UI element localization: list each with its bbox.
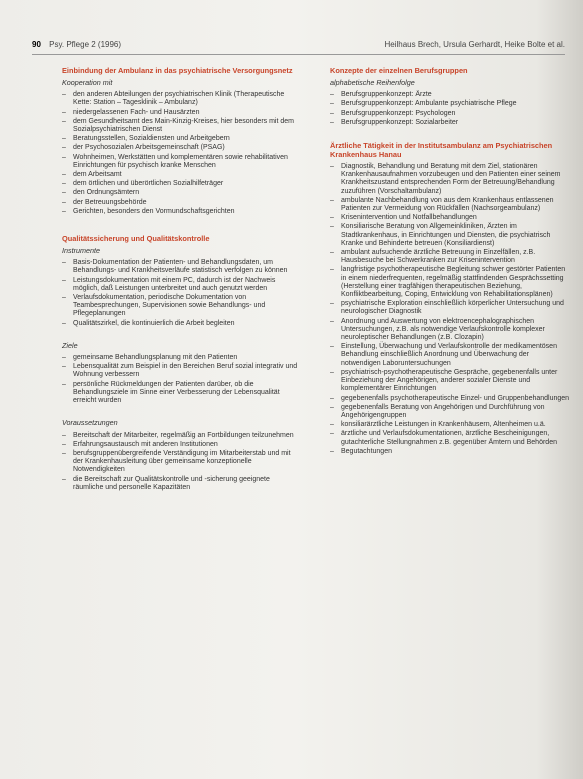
list-item: – Einstellung, Überwachung und Verlaufskontrolle der medikamentösen Behandlung einschließlich Anordnung und Überwachung der notwendigen Laboruntersuchungen [330,343,570,368]
list-aerztliche-taetigkeit [330,163,570,456]
list-item: – Berufsgruppenkonzept: Psychologen [330,110,570,118]
page-number: 90 [32,40,41,49]
list-item: – Lebensqualität zum Beispiel in den Bereichen Beruf sozial integrativ und Wohnung verbessern [62,363,298,379]
list-item: – Gerichten, besonders den Vormundschaftsgerichten [62,208,298,216]
list-item: – den Ordnungsämtern [62,189,298,197]
list-item: – niedergelassenen Fach- und Hausärzten [62,109,298,117]
list-item: – Leistungsdokumentation mit einem PC, dadurch ist der Nachweis möglich, daß Leistungen unterbreitet und auch genutzt werden [62,277,298,293]
subtitle-kooperation: Kooperation mit [62,78,113,87]
left-column [62,66,298,500]
page-header [32,40,565,55]
list-item: – Berufsgruppenkonzept: Ambulante psychiatrische Pflege [330,100,570,108]
list-item: – der Betreuungsbehörde [62,199,298,207]
list-ziele [62,354,298,405]
subtitle-ziele: Ziele [62,340,78,350]
list-item: – psychiatrische Exploration einschließlich körperlicher Untersuchung und neurologischer Diagnostik [330,300,570,316]
list-item: – berufsgruppenübergreifende Verständigung im Mitarbeiterstab und mit der Krankenhausleitung über gemeinsame konzeptionelle Notwendigkeiten [62,450,298,475]
list-item: – psychiatrisch-psychotherapeutische Gespräche, gegebenenfalls unter Einbeziehung der Angehörigen, anderer sozialer Dienste und komplementärer Einrichtungen [330,369,570,394]
list-item: – Bereitschaft der Mitarbeiter, regelmäßig an Fortbildungen teilzunehmen [62,432,298,440]
subtitle-instrumente: Instrumente [62,246,100,256]
list-item: – Krisenintervention und Notfallbehandlungen [330,214,570,222]
list-item: – dem Arbeitsamt [62,171,298,179]
list-item: – Berufsgruppenkonzept: Ärzte [330,91,570,99]
list-item: – Wohnheimen, Werkstätten und komplementären sowie rehabilitativen Einrichtungen für psychisch kranke Menschen [62,154,298,170]
list-item: – Verlaufsdokumentation, periodische Dokumentation von Teambesprechungen, Supervisionen sowie Behandlungs- und Pflegeplanungen [62,294,298,319]
list-item: – die Bereitschaft zur Qualitätskontrolle und -sicherung geeignete räumliche und personelle Kapazitäten [62,476,298,492]
list-item: – ambulante Nachbehandlung von aus dem Krankenhaus entlassenen Patienten zur Vermeidung von Rückfällen (Nachsorgeambulanz) [330,197,570,213]
list-item: – Diagnostik, Behandlung und Beratung mit dem Ziel, stationären Krankenhausaufnahmen vorzubeugen und den Patienten einer seinem Krankheitszustand entsprechenden Form der Betreuung/Behandlung zuzuführen (Vorschaltambulanz) [330,163,570,196]
section-title-aerztliche-taetigkeit: Ärztliche Tätigkeit in der Institutsambulanz am Psychiatrischen Krankenhaus Hanau [330,141,553,160]
list-item: – langfristige psychotherapeutische Begleitung schwer gestörter Patienten in einem niederfrequenten, regelmäßig stattfindenden Gesprächssetting (Herstellung einer tragfähigen therapeutischen Beziehung, Konfliktbearbeitung, Coping, Entwicklung von Rehabilitationsplänen) [330,266,570,299]
list-item: – dem örtlichen und überörtlichen Sozialhilfeträger [62,180,298,188]
list-item: – gegebenenfalls Beratung von Angehörigen und Durchführung von Angehörigengruppen [330,404,570,420]
list-item: – ärztliche und Verlaufsdokumentationen, ärztliche Bescheinigungen, gutachterliche Stellungnahmen z.B. gegenüber Ämtern und Behörden [330,430,570,446]
list-item: – Berufsgruppenkonzept: Sozialarbeiter [330,119,570,127]
list-item: – Anordnung und Auswertung von elektroencephalographischen Untersuchungen, z.B. als notwendige Verlaufskontrolle komplexer neuroleptischer Behandlungen (z.B. Clozapin) [330,318,570,343]
list-item: – Basis-Dokumentation der Patienten- und Behandlungsdaten, um Behandlungs- und Krankheitsverläufe statistisch verfolgen zu können [62,259,298,275]
right-column [330,66,570,464]
subtitle-voraussetzungen: Voraussetzungen [62,418,118,428]
list-item: – gemeinsame Behandlungsplanung mit den Patienten [62,354,298,362]
header-left [32,40,121,50]
list-item: – konsiliarärztliche Leistungen in Krankenhäusern, Altenheimen u.ä. [330,421,570,429]
list-item: – Qualitätszirkel, die kontinuierlich die Arbeit begleiten [62,320,298,328]
list-item: – der Psychosozialen Arbeitsgemeinschaft (PSAG) [62,144,298,152]
section-title-konzepte: Konzepte der einzelnen Berufsgruppen [330,66,468,75]
journal-citation: Psy. Pflege 2 (1996) [49,40,122,49]
list-item: – gegebenenfalls psychotherapeutische Einzel- und Gruppenbehandlungen [330,395,570,403]
list-konzepte [330,91,570,127]
list-item: – Konsiliarische Beratung von Allgemeinkliniken, Ärzten im Stadtkrankenhaus, in Einrichtungen und Diensten, die psychiatrisch Kranke und Behinderte betreuen (Konsiliardienst) [330,223,570,248]
list-item: – dem Gesundheitsamt des Main-Kinzig-Kreises, hier besonders mit dem Sozialpsychiatrischen Dienst [62,118,298,134]
list-item: – Beratungsstellen, Sozialdiensten und Arbeitgebern [62,135,298,143]
list-item: – persönliche Rückmeldungen der Patienten darüber, ob die Behandlungsziele im Sinne einer Verbesserung der Lebensqualität erreicht wurden [62,381,298,406]
list-voraussetzungen [62,432,298,492]
list-item: – Erfahrungsaustausch mit anderen Institutionen [62,441,298,449]
list-item: – ambulant aufsuchende ärztliche Betreuung in Einzelfällen, z.B. Hausbesuche bei Schwerkranken zur Krisenintervention [330,249,570,265]
subtitle-reihenfolge: alphabetische Reihenfolge [330,78,415,87]
list-kooperation [62,91,298,216]
section-title-einbindung: Einbindung der Ambulanz in das psychiatrische Versorgungsnetz [62,66,293,75]
list-item: – Begutachtungen [330,448,570,456]
header-authors: Heilhaus Brech, Ursula Gerhardt, Heike Bolte et al. [384,40,565,49]
section-title-qualitaet: Qualitätssicherung und Qualitätskontrolle [62,234,210,244]
list-instrumente [62,259,298,328]
list-item: – den anderen Abteilungen der psychiatrischen Klinik (Therapeutische Kette: Station – Tagesklinik – Ambulanz) [62,91,298,107]
